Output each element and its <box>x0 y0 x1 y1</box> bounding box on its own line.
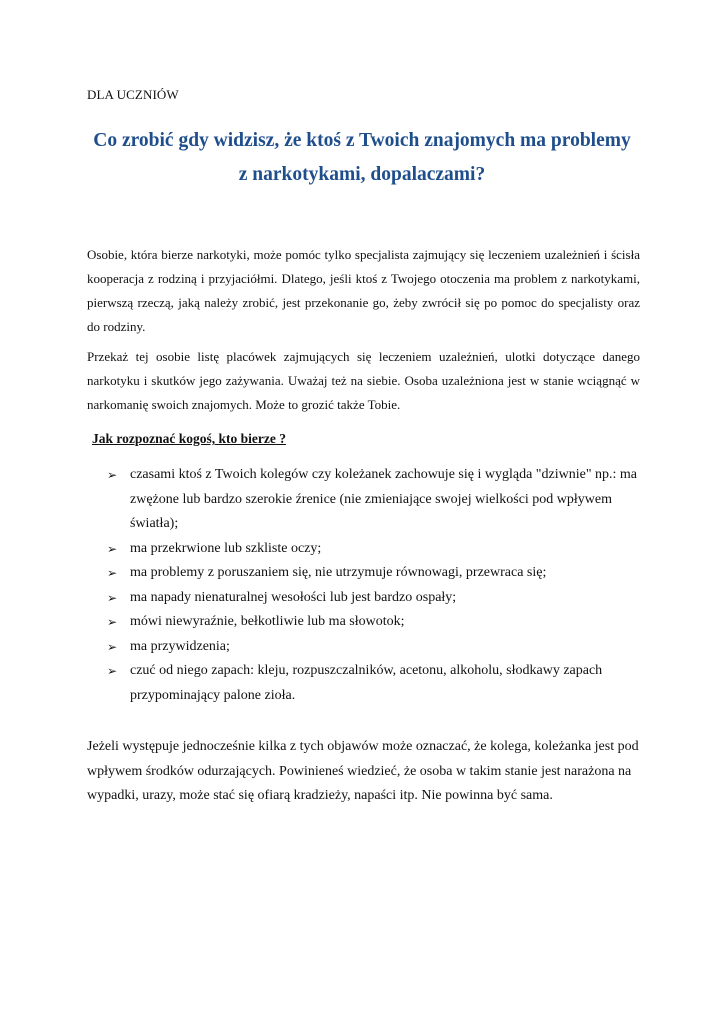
audience-label: DLA UCZNIÓW <box>87 87 179 102</box>
list-item <box>107 561 647 586</box>
list-item-text: ma przywidzenia; <box>130 638 230 654</box>
title-line-1: Co zrobić gdy widzisz, że ktoś z Twoich znajomych ma problemy <box>93 130 631 151</box>
arrow-bullet-icon: ➢ <box>107 566 118 580</box>
arrow-bullet-icon: ➢ <box>107 664 118 678</box>
symptoms-list <box>107 463 647 708</box>
list-item-text: ma napady nienaturalnej wesołości lub jest bardzo ospały; <box>130 589 457 605</box>
title-line-2: z narkotykami, dopalaczami? <box>238 164 486 185</box>
list-item <box>107 610 647 635</box>
arrow-bullet-icon: ➢ <box>107 615 118 629</box>
arrow-bullet-icon: ➢ <box>107 468 118 482</box>
arrow-bullet-icon: ➢ <box>107 590 118 605</box>
list-item-text: ma problemy z poruszaniem się, nie utrzymuje równowagi, przewraca się; <box>130 565 547 580</box>
advice-paragraph: Przekaż tej osobie listę placówek zajmujących się leczeniem uzależnień, ulotki dotyczące danego narkotyku i skutków jego zażywania. Uważaj też na siebie. Osoba uzależniona jest w stanie wciągnąć w narkomanię swoich znajomych. Może to grozić także Tobie. <box>87 349 640 412</box>
section-heading: Jak rozpoznać kogoś, kto bierze ? <box>92 431 286 446</box>
list-item <box>107 586 647 611</box>
page-title <box>60 124 664 192</box>
list-item <box>107 659 647 708</box>
arrow-bullet-icon: ➢ <box>107 639 118 654</box>
list-item <box>107 635 647 660</box>
list-item-text: mówi niewyraźnie, bełkotliwie lub ma słowotok; <box>130 614 405 629</box>
list-item-text: czuć od niego zapach: kleju, rozpuszczalników, acetonu, alkoholu, słodkawy zapach przypominający palone zioła. <box>130 663 603 703</box>
list-item-text: czasami ktoś z Twoich kolegów czy koleżanek zachowuje się i wygląda "dziwnie" np.: ma zwężone lub bardzo szerokie źrenice (nie zmieniające swojej wielkości pod wpływem światła); <box>130 467 638 531</box>
list-item <box>107 537 647 562</box>
intro-paragraph: Osobie, która bierze narkotyki, może pomóc tylko specjalista zajmujący się leczeniem uzależnień i ścisła kooperacja z rodziną i przyjaciółmi. Dlatego, jeśli ktoś z Twojego otoczenia ma problem z narkotykami, pierwszą rzeczą, jaką należy zrobić, jest przekonanie go, żeby zwrócił się po pomoc do specjalisty oraz do rodziny. <box>87 247 640 334</box>
arrow-bullet-icon: ➢ <box>107 541 118 556</box>
closing-paragraph: Jeżeli występuje jednocześnie kilka z tych objawów może oznaczać, że kolega, koleżanka jest pod wpływem środków odurzających. Powinieneś wiedzieć, że osoba w takim stanie jest narażona na wypadki, urazy, może stać się ofiarą kradzieży, napaści itp. Nie powinna być sama. <box>87 739 639 803</box>
list-item <box>107 463 647 537</box>
list-item-text: ma przekrwione lub szkliste oczy; <box>130 540 322 556</box>
